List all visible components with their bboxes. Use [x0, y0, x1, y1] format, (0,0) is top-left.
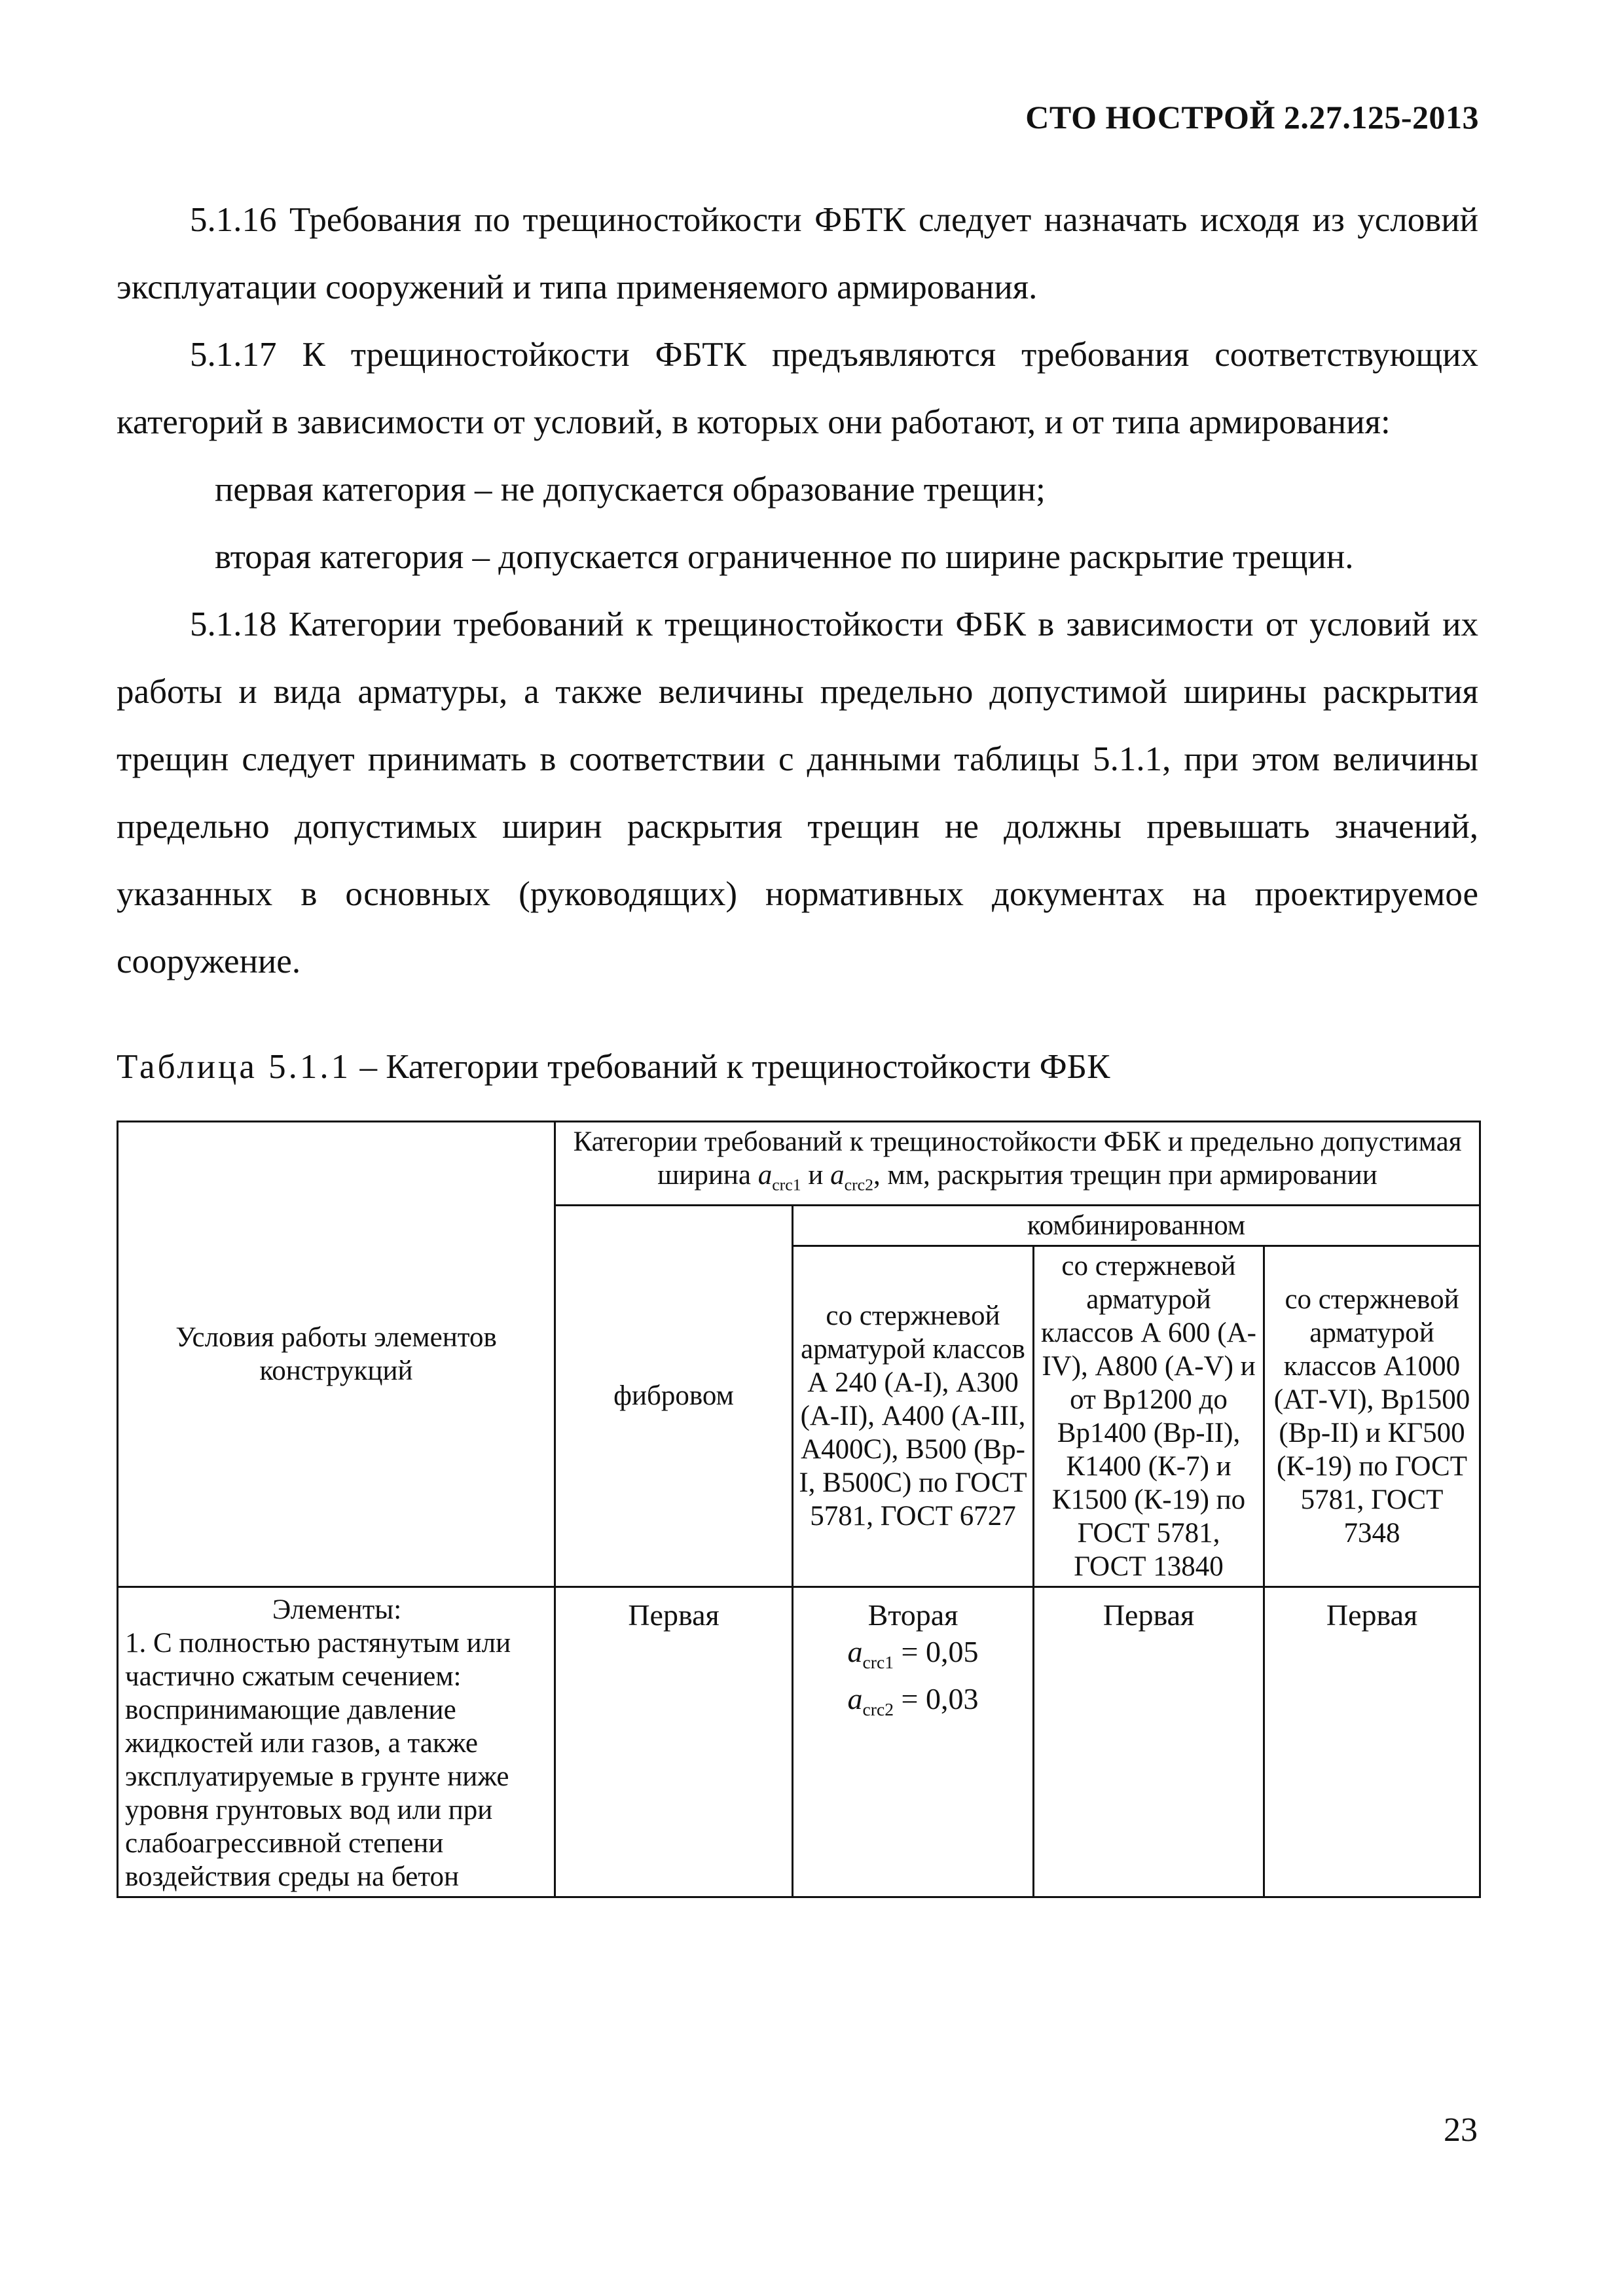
header-group-and: и [801, 1160, 831, 1191]
table-caption-label: Таблица 5.1.1 [117, 1048, 352, 1086]
a-crc1-symbol: a [847, 1634, 863, 1668]
a-crc1-subscript: crc1 [772, 1175, 801, 1194]
a-crc2-subscript: crc2 [844, 1175, 874, 1194]
paragraph-5-1-18: 5.1.18 Категории требований к трещиностойкости ФБК в зависимости от условий их работы и вида арматуры, а также величины предельно допустимой ширины раскрытия трещин следует принимать в соответствии с данными таблицы 5.1.1, при этом величины предельно допустимых ширин раскрытия трещин не должны превышать значений, указанных в основных (руководящих) нормативных документах на проектируемое сооружение. [117, 605, 1478, 980]
cell-combined-3: Первая [1264, 1587, 1480, 1897]
cell-combined-2: Первая [1034, 1587, 1264, 1897]
page-number: 23 [1444, 2111, 1478, 2149]
header-combined-col-2: со стержневой арматурой классов А 600 (А-IV), А800 (А-V) и от Вр1200 до Вр1400 (Вр-II), К1400 (К-7) и К1500 (К-19) по ГОСТ 5781, ГОСТ 13840 [1034, 1246, 1264, 1587]
header-group [555, 1122, 1480, 1206]
document-code-header: СТО НОСТРОЙ 2.27.125-2013 [1025, 99, 1479, 135]
crack-resistance-table [117, 1121, 1481, 1898]
table-caption-text: – Категории требований к трещиностойкости ФБК [351, 1048, 1110, 1086]
header-combined-col-1: со стержневой арматурой классов А 240 (А-I), А300 (А-II), А400 (А-III, А400С), В500 (Вр-I, В500С) по ГОСТ 5781, ГОСТ 6727 [793, 1246, 1034, 1587]
header-group-part2: , мм, раскрытия трещин при армировании [873, 1160, 1377, 1191]
header-combined: комбинированном [793, 1205, 1480, 1246]
a-crc2-subscript: crc2 [862, 1698, 894, 1719]
list-item-second-category: вторая категория – допускается ограниченное по ширине раскрытие трещин. [215, 538, 1354, 576]
header-combined-col-3: со стержневой арматурой классов А1000 (АТ-VI), Вр1500 (Вр-II) и КГ500 (К-19) по ГОСТ 5781, ГОСТ 7348 [1264, 1246, 1480, 1587]
header-fiber: фибровом [555, 1205, 793, 1587]
cell-fiber: Первая [555, 1587, 793, 1897]
table-row [118, 1587, 1480, 1897]
row-condition-text: 1. С полностью растянутым или частично сжатым сечением: воспринимающие давление жидкостей или газов, а также эксплуатируемые в грунте ниже уровня грунтовых вод или при слабоагрессивной степени воздействия среды на бетон [125, 1627, 511, 1892]
a-crc2-symbol: a [830, 1160, 845, 1191]
row-heading: Элементы: [272, 1594, 402, 1625]
a-crc2-symbol: a [847, 1681, 863, 1715]
paragraph-5-1-16: 5.1.16 Требования по трещиностойкости ФБТК следует назначать исходя из условий эксплуатации сооружений и типа применяемого армирования. [117, 201, 1478, 306]
list-item-first-category: первая категория – не допускается образование трещин; [215, 471, 1046, 509]
paragraph-5-1-17: 5.1.17 К трещиностойкости ФБТК предъявляются требования соответствующих категорий в зависимости от условий, в которых они работают, и от типа армирования: [117, 336, 1478, 441]
cell-combined-1 [793, 1587, 1034, 1897]
table-header-row-1 [118, 1122, 1480, 1206]
cell-combined-1-category: Вторая [867, 1598, 958, 1632]
body-text [117, 187, 1478, 996]
header-group-part1: Категории требований к трещиностойкости ФБК и предельно допустимая ширина [573, 1126, 1462, 1191]
row-conditions [118, 1587, 555, 1897]
limit-2-value: = 0,03 [894, 1681, 979, 1715]
header-conditions: Условия работы элементов конструкций [118, 1122, 555, 1587]
cell-combined-1-limit-2 [799, 1681, 1027, 1728]
a-crc1-symbol: a [757, 1160, 773, 1191]
cell-combined-1-limit-1 [799, 1634, 1027, 1681]
table-caption [117, 1047, 1110, 1086]
limit-1-value: = 0,05 [894, 1634, 979, 1668]
a-crc1-subscript: crc1 [862, 1651, 894, 1672]
